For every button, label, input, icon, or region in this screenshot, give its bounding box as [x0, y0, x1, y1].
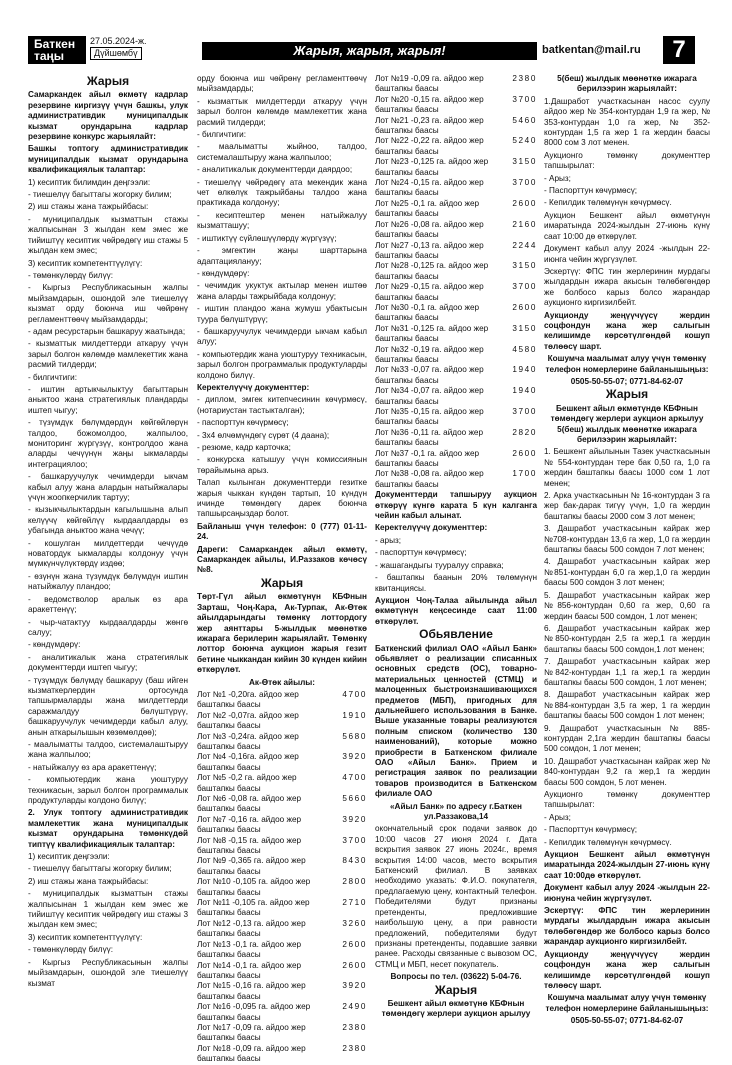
lot-row — [197, 961, 367, 971]
lot-row — [197, 981, 367, 991]
lot-sublabel: баштапкы баасы — [375, 396, 439, 406]
lot-row — [197, 794, 367, 804]
lot-sublabel: баштапкы баасы — [375, 188, 439, 198]
col3-lots — [375, 74, 537, 490]
list-item: - түзүмдүк бөлүмдөрдүн көйгөйлөрүн талдоо, божомолдоо, жалпылоо, мониторинг жүргүзүү, контролдоо жана аларды чечүүнүн жаңы ыкмаларды интеграциялоо; — [28, 418, 188, 469]
lot-price: 3260 — [342, 918, 367, 928]
lot-row — [197, 919, 367, 929]
lot-sublabel: баштапкы баасы — [375, 438, 439, 448]
list-item: - Кепилдик төлөмүнүн көчүрмөсү. — [544, 198, 672, 208]
list-item: - резюме, кадр карточка; — [197, 443, 291, 452]
lot-label: Лот №5 -0,2 га. айдоо жер — [197, 773, 297, 783]
col1-sec2-list — [28, 852, 188, 989]
lot-sublabel: баштапкы баасы — [375, 479, 439, 489]
list-item: - Кыргыз Республикасынын жалпы мыйзамдарын, ошондой эле тиешелүү кызмат орду боюнча иш чөйрөнү регламенттөөчү мыйзамдарды; — [28, 283, 188, 324]
col4-p4: Документ кабыл алуу 2024 -жылдын 22-июнга чейин жүргүзүлөт. — [544, 244, 710, 264]
list-item: - билгичтиги: — [28, 372, 78, 382]
list-item: 2) иш стажы жана тажрыйбасы: — [28, 202, 149, 212]
lot-row — [375, 136, 537, 146]
col3-place: Аукцион Чоң-Талаа айылында айыл өкмөтүнүн кеңсесинде саат 11:00 өткөрүлөт. — [375, 595, 537, 626]
list-item: - чечимдик укуктук актылар менен иштөө жана аларды тажрыйбада колдонуу; — [197, 281, 367, 301]
col2-address: Дареги: Самаркандек айыл өкмөтү, Самаркандек айылы, И.Раззаков көчөсү №8. — [197, 544, 367, 575]
lot-row — [375, 74, 537, 84]
col4-intro2: Бешкент айыл өкмөтүндө КБФнын төмөндөгү жерлери аукцион аркылуу 5(беш) жылдык мөөнөткө ижарага берилээрин жарыялайт: — [550, 403, 704, 444]
col3-heading3: Жарыя — [434, 982, 478, 997]
col2-items — [197, 74, 367, 381]
lot-label: Лот №1 -0,20га. айдоо жер — [197, 689, 299, 699]
lot-sublabel: баштапкы баасы — [197, 783, 261, 793]
lot-price: 2380 — [342, 1043, 367, 1053]
col4-heading: Жарыя — [605, 387, 649, 402]
lot-price: 2490 — [342, 1002, 367, 1012]
list-item: - адам ресурстарын башкаруу жаатында; — [28, 326, 186, 336]
lot-sublabel: баштапкы баасы — [375, 146, 439, 156]
lot-label: Лот №9 -0,365 га. айдоо жер — [197, 856, 306, 866]
lot-price: 3700 — [512, 407, 537, 416]
lot-price: 5680 — [342, 731, 367, 741]
list-item: - иштиктүү сүйлөшүүлөрдү жүргүзүү; — [197, 233, 337, 243]
lot-price: 2600 — [342, 939, 367, 949]
col2-deadline: Талап кылынган документтерди гезитке жарыя чыккан күндөн тартып, 10 күндүн ичинде төмөндөгү дарек боюнча тапшырсаңыздар болот. — [197, 478, 367, 519]
lot-label: Лот №17 -0,09 га. айдоо жер — [197, 1022, 306, 1032]
list-item: - арыз; — [375, 535, 402, 545]
lot-label: Лот №8 -0,15 га. айдоо жер — [197, 835, 302, 845]
list-item: - Кыргыз Республикасынын жалпы мыйзамдарын, ошондой эле тиешелүү кызмат — [28, 957, 188, 988]
lot-label: Лот №32 -0,19 га. айдоо жер — [375, 344, 484, 354]
lot-price: 2600 — [512, 448, 537, 458]
list-item: - башкаруучулук чечимдерди ыкчам кабыл алуу жана алардын натыйжалары үчүн жоопкерчилик тартуу; — [28, 472, 188, 503]
lot-row — [197, 773, 367, 783]
list-item: 6. Дашработ участкасынын кайрак жер №850-контурдан 2,5 га жер,1 га жердин баштапкы баасы 500 сомдон,1 лот менен; — [544, 623, 710, 654]
lot-sublabel: баштапкы баасы — [197, 825, 261, 835]
list-item: 2) иш стажы жана тажрыйбасы: — [28, 876, 149, 886]
lot-row — [375, 282, 537, 292]
list-item: - төмөнкүлөрдү билүү: — [28, 945, 114, 955]
lot-price: 3920 — [342, 752, 367, 762]
lot-row — [375, 324, 537, 334]
lot-sublabel: баштапкы баасы — [375, 126, 439, 136]
col2-subhead: Ак-Өтөк айылы: — [249, 677, 315, 687]
lot-price: 5460 — [512, 115, 537, 125]
lot-price: 2244 — [512, 240, 537, 250]
lot-label: Лот №3 -0,24га. айдоо жер — [197, 731, 299, 741]
lot-sublabel: баштапкы баасы — [375, 105, 439, 115]
col3-ru-phone: Вопросы по тел. (03622) 5-04-76. — [390, 972, 522, 982]
column-1 — [28, 74, 188, 1018]
lot-label: Лот №14 -0,1 га. айдоо жер — [197, 960, 302, 970]
logo-line1: Баткен — [34, 37, 76, 51]
col4-p7-items — [544, 813, 710, 848]
col2-phone: Байланыш үчүн телефон: 0 (777) 01-11-24. — [197, 521, 367, 542]
col1-sec2-title: 2. Улук топтогу административдик мамлекеттик жана муниципалдык кызмат орундарына төмөнкүдөй типтүү квалификациялык талаптар: — [28, 808, 188, 849]
list-item: - кызыкчылыктардын кагылышына алып келүүчү көйгөйлүү кырдаалдарды өз убагында аныктоо жана чечүү; — [28, 505, 188, 536]
col2-docs — [197, 395, 367, 476]
list-item: 1) кесиптик деңгээли: — [28, 852, 110, 862]
list-item: - конкурска катышуу үчүн комиссиянын төрайымына арыз. — [197, 455, 367, 475]
lot-label: Лот №4 -0,16га. айдоо жер — [197, 752, 299, 762]
lot-label: Лот №20 -0,15 га. айдоо жер — [375, 94, 484, 104]
lot-label: Лот №11 -0,105 га. айдоо жер — [197, 898, 310, 908]
list-item: - кызматтык милдеттерди аткаруу үчүн зарыл болгон көлөмдө мамлекеттик жана расмий тилдерди; — [28, 339, 188, 370]
lot-price: 2380 — [512, 74, 537, 83]
list-item: - диплом, эмгек китепчесинин көчүрмөсү, (нотариустан тастыкталган); — [197, 395, 367, 415]
list-item: - иштин пландоо жана жумуш убактысын туура бөлүштүрүү; — [197, 304, 367, 324]
col3-ru-text: окончательный срок подачи заявок до 10:00 часов 27 июня 2024 г. Дата вскрытия заявок 27 июнь 2024г., время вскрытия 14:00 часов, место вскрытия Баткенский филиал. В заявках необходимо указать: Ф.И.О. покупателя, предлагаемую цену, контактный телефон. Победителями будут признаны претенденты, предложившие наибольшую цену, а при равности предложений, победителями будут признаны претенденты, подавшие заявки ранее. Расходы связанные с вывозом ОС, СТМЦ и МБП, несет покупатель. — [375, 824, 537, 969]
lot-price: 3150 — [512, 261, 537, 271]
lot-row — [375, 199, 537, 209]
list-item: 3) кесиптик компетенттүүлүгү: — [28, 258, 143, 268]
lot-label: Лот №21 -0,23 га. айдоо жер — [375, 115, 484, 125]
lot-sublabel: баштапкы баасы — [197, 866, 261, 876]
lot-row — [375, 241, 537, 251]
list-item: 7. Дашработ участкасынын кайрак жер №842-контурдан 1,1 га жер,1 га жердин баштапкы баасы 500 сомдон, 1 лот менен; — [544, 657, 710, 687]
lot-sublabel: баштапкы баасы — [375, 209, 439, 219]
lot-label: Лот №24 -0,15 га. айдоо жер — [375, 178, 484, 188]
lot-row — [375, 303, 537, 313]
list-item: 9. Дашработ участкасынын № 885-контурдан 2,1га жердин баштапкы баасы 500 сомдон, 1 лот менен; — [544, 723, 710, 754]
lot-row — [197, 732, 367, 742]
lot-sublabel: баштапкы баасы — [197, 846, 261, 856]
lot-row — [197, 877, 367, 887]
lot-price: 2600 — [342, 960, 367, 970]
lot-label: Лот №6 -0,08 га. айдоо жер — [197, 794, 302, 803]
lot-sublabel: баштапкы баасы — [375, 459, 439, 469]
lot-label: Лот №28 -0,125 га. айдоо жер — [375, 261, 489, 271]
lot-price: 1700 — [512, 469, 537, 479]
col4-p11: Аукционду жеңүүчүүсү жердин соцфондун жана жер салыгын келишимде көрсөтүлгөндөй кошуп төлөөсү шарт. — [544, 949, 710, 990]
lot-label: Лот №30 -0,1 га. айдоо жер — [375, 302, 480, 312]
lot-price: 2160 — [512, 219, 537, 229]
list-item: - маалыматты талдоо, системалаштыруу жана жалпылоо; — [28, 739, 188, 760]
lot-row — [197, 752, 367, 762]
lot-sublabel: баштапкы баасы — [375, 250, 439, 260]
lot-row — [375, 157, 537, 167]
lot-row — [197, 940, 367, 950]
list-item: - эмгектин жаңы шарттарына адаптациялануу; — [197, 246, 367, 266]
list-item: - иштин артыкчылыктуу багыттарын аныктоо жана стратегиялык пландарды иштеп чыгуу; — [28, 384, 188, 415]
lot-sublabel: баштапкы баасы — [375, 271, 439, 281]
lot-price: 3700 — [512, 94, 537, 104]
list-item: - баштапкы баанын 20% төлөмүнүн квитанциясы. — [375, 573, 537, 593]
lot-price: 4700 — [342, 689, 367, 699]
col2-auction-intro: Төрт-Гүл айыл өкмөтүнүн КБФнын Зарташ, Чоң-Кара, Ак-Турпак, Ак-Өтөк айылдарындагы төмөнкү лоттордогу жер аянттары 5-жылдык мөөнөткө ижарага берилерин жарыялайт. Төмөнкү лоттор боюнча аукцион жарыя гезит бетине чыккандан кийин 30 күнден кийин өткөрүлөт. — [197, 592, 367, 675]
lot-sublabel: баштапкы баасы — [197, 929, 261, 939]
lot-row — [375, 449, 537, 459]
list-item: 2. Арка участкасынын № 16-контурдан 3 га жер бак-дарак тигүү үчүн, 1,0 га жердин баштапкы баасы 2000 сом 3 лот менен; — [544, 491, 710, 521]
lot-row — [375, 345, 537, 355]
lot-price: 8430 — [342, 856, 367, 866]
list-item: - муниципалдык кызматтын стажы жалпысынан 3 жылдан кем эмес же тийиштүү кесиптик чөйрөдөгү иш стажы 5 жылдан кем эмес; — [28, 214, 188, 256]
list-item: 4. Дашработ участкасынын кайрак жер №851-контурдан 6,0 га жер,1,0 га жердин баасы 500 сомдон 3 лот менен; — [544, 557, 710, 588]
section-banner: Жарыя, жарыя, жарыя! — [202, 42, 537, 60]
list-item: 10. Дашработ участкасынан кайрак жер № 840-контурдан 9,2 га жер,1 га жердин баасы 500 сомдон, 5 лот менен. — [544, 756, 710, 787]
list-item: - башкаруучулук чечимдерди ыкчам кабыл алуу; — [197, 326, 367, 347]
lot-price: 2600 — [512, 198, 537, 208]
col4-p9: Документ кабыл алуу 2024 -жылдын 22-июнуна чейин жүргүзүлөт. — [544, 883, 710, 903]
lot-row — [375, 386, 537, 396]
lot-price: 1940 — [512, 386, 537, 396]
col4-p6: Аукционду жеңүүчүүсү жердин соцфондун жана жер салыгын келишимде көрсөтүлгөндөй кошуп төлөөсү шарт. — [544, 310, 710, 351]
list-item: - тиешелүү багыттагы жогорку билим; — [28, 190, 172, 200]
lot-price: 5660 — [342, 794, 367, 803]
email-address: batkentan@mail.ru — [542, 44, 641, 56]
list-item: - Паспорттун көчүрмөсү; — [544, 825, 638, 835]
lot-sublabel: баштапкы баасы — [375, 84, 439, 94]
lot-price: 3920 — [342, 814, 367, 824]
lot-row — [375, 407, 537, 417]
lot-sublabel: баштапкы баасы — [197, 741, 261, 751]
lot-row — [375, 469, 537, 479]
lot-sublabel: баштапкы баасы — [197, 908, 261, 918]
lot-sublabel: баштапкы баасы — [197, 1033, 261, 1043]
list-item: 5. Дашработ участкасынын кайрак жер №856-контурдан 0,60 га жер, 0,60 га жердин баасы 500 сомдон, 1 лот менен; — [544, 590, 710, 621]
list-item: - муниципалдык кызматтын стажы жалпысынан 1 жылдан кем эмес же тийиштүү кесиптик чөйрөдөгү иш стажы 3 жылдан кем эмес; — [28, 889, 188, 930]
page-header — [22, 30, 710, 70]
col4-p7: Аукционго төмөнкү документтер тапшырылат: — [544, 790, 710, 810]
lot-sublabel: баштапкы баасы — [375, 292, 439, 302]
list-item: - паспорттун көчүрмөсү; — [375, 548, 467, 558]
lot-label: Лот №23 -0,125 га. айдоо жер — [375, 157, 489, 167]
lot-row — [197, 898, 367, 908]
list-item: - төмөнкүлөрдү билүү: — [28, 270, 114, 280]
list-item: - ведомстволор аралык өз ара аракеттенүү; — [28, 594, 188, 615]
list-item: - жашагандыгы тууралуу справка; — [375, 560, 504, 570]
list-item: - маалыматты жыйноо, талдоо, системалаштыруу жана жалпылоо; — [197, 142, 367, 162]
lot-label: Лот №31 -0,125 га. айдоо жер — [375, 323, 489, 333]
lot-row — [375, 95, 537, 105]
issue-date — [90, 36, 147, 60]
lot-price: 2380 — [342, 1022, 367, 1032]
lot-sublabel: баштапкы баасы — [375, 230, 439, 240]
lot-row — [375, 428, 537, 438]
lot-row — [375, 178, 537, 188]
col4-p10: Эскертүү: ФПС тин жерлеринин мурдагы жылдардын ижара акысын төлөбөгөндөр же болбосо карыз болсо жарандар аукционго киргизилбейт. — [544, 906, 710, 947]
list-item: - аналитикалык жана стратегиялык документтерди иштеп чыгуу; — [28, 652, 188, 673]
col3-ru-addr: «Айыл Банк» по адресу г.Баткен ул.Раззакова,14 — [390, 801, 522, 822]
newspaper-logo — [28, 36, 86, 64]
lot-label: Лот №27 -0,13 га. айдоо жер — [375, 240, 484, 250]
list-item: - Кепилдик төлөмүнүн көчүрмөсү. — [544, 837, 672, 847]
list-item: - билгичтиги: — [197, 130, 247, 140]
list-item: - компьютердик жана уюштуруу техникасын, зарыл болгон программалык продуктуларды колдоно билүү; — [28, 775, 188, 805]
lot-label: Лот №35 -0,15 га. айдоо жер — [375, 407, 484, 416]
col2-lots — [197, 690, 367, 1065]
list-item: - көндүмдөрү: — [197, 268, 250, 278]
lot-label: Лот №29 -0,15 га. айдоо жер — [375, 282, 484, 292]
col4-p2: Аукционго төмөнкү документтер тапшырылат: — [544, 150, 710, 171]
lot-row — [375, 365, 537, 375]
list-item: - көндүмдөрү: — [28, 640, 81, 650]
lot-label: Лот №19 -0,09 га. айдоо жер — [375, 74, 484, 83]
list-item: - чыр-чатактуу кырдаалдарды жөнгө салуу; — [28, 617, 188, 637]
lot-row — [197, 690, 367, 700]
lot-row — [197, 711, 367, 721]
col4-contact: Кошумча маалымат алуу үчүн төмөнкү телефон номерлерине байланышыңыз: — [545, 354, 709, 374]
lot-label: Лот №10 -0,105 га. айдоо жер — [197, 877, 311, 887]
col3-heading-ru: Обьявление — [419, 627, 493, 642]
lot-sublabel: баштапкы баасы — [197, 970, 261, 980]
page-number: 7 — [663, 36, 695, 64]
lot-label: Лот №25 -0,1 га. айдоо жер — [375, 198, 480, 208]
lot-label: Лот №36 -0,11 га. айдоо жер — [375, 427, 484, 437]
lot-price: 4700 — [342, 773, 367, 783]
list-item: - өзүнүн жана түзүмдүк бөлүмдүн иштин натыйжалуу пландоо; — [28, 571, 188, 592]
lot-price: 1910 — [342, 710, 367, 720]
lot-sublabel: баштапкы баасы — [197, 700, 261, 710]
lot-label: Лот №18 -0,09 га. айдоо жер — [197, 1043, 306, 1053]
lot-row — [197, 1002, 367, 1012]
lot-price: 2820 — [512, 427, 537, 437]
lot-price: 3150 — [512, 323, 537, 333]
list-item: - кызматтык милдеттерди аткаруу үчүн зарыл болгон көлөмдө мамлекеттик жана расмий тилдерди; — [197, 96, 367, 127]
col2-docs-title: Керектелүүчү документтер: — [197, 382, 310, 392]
col2-heading2: Жарыя — [260, 575, 304, 590]
newspaper-page — [22, 30, 710, 1064]
list-item: 8. Дашработ участкасынын кайрак жер №884-контурдан 3,5 га жер, 1 га жердин баштапкы баасы 500 сомдон 1 лот менен; — [544, 690, 710, 721]
lot-sublabel: баштапкы баасы — [375, 354, 439, 364]
weekday-text: Дүйшөмбү — [90, 47, 142, 60]
lot-sublabel: баштапкы баасы — [197, 804, 261, 814]
list-item: - тиешелүү багыттагы жогорку билим; — [28, 864, 172, 874]
list-item: 3) кесиптик компетенттүүлүгү: — [28, 932, 143, 942]
list-item: - натыйжалуу өз ара аракеттенүү; — [28, 762, 157, 772]
lot-row — [375, 220, 537, 230]
col4-phones2: 0505-50-55-07; 0771-84-62-07 — [570, 1016, 684, 1026]
lot-label: Лот №2 -0,07га. айдоо жер — [197, 710, 299, 720]
lot-row — [197, 1044, 367, 1054]
lot-sublabel: баштапкы баасы — [197, 887, 261, 897]
lot-sublabel: баштапкы баасы — [375, 313, 439, 323]
lot-sublabel: баштапкы баасы — [197, 762, 261, 772]
lot-price: 3700 — [512, 178, 537, 188]
lot-price: 2800 — [342, 877, 367, 887]
logo-line2: таңы — [34, 49, 65, 63]
list-item: - кошулган милдеттерди чечүүдө новатордук ыкмаларды колдонуу үчүн мүмкүнчүлүктөрдү издөө; — [28, 538, 188, 569]
col3-docs — [375, 536, 537, 594]
lot-sublabel: баштапкы баасы — [375, 334, 439, 344]
lot-label: Лот №33 -0,07 га. айдоо жер — [375, 365, 484, 375]
lot-sublabel: баштапкы баасы — [197, 991, 261, 1001]
lot-price: 4580 — [512, 344, 537, 354]
col4-p3: Аукцион Бешкент айыл өкмөтүнүн имаратында 2024-жылдын 27-июнь күнү саат 10:00 дө өткөрүлөт. — [544, 210, 710, 241]
lot-row — [197, 856, 367, 866]
col4-list — [544, 447, 710, 788]
lot-price: 2710 — [342, 898, 367, 908]
col4-phones: 0505-50-55-07; 0771-84-62-07 — [570, 376, 684, 386]
col3-ru-bold: Баткенский филиал ОАО «Айыл Банк» обьявляет о реализации списанных основных средств (ОС), товарно-материальных ценностей (СТМЦ) и малоценных быстроизнашивающихся предметов (МБП), пригодных для дальнейшего использования в Банке. Выше указанные товары реализуются полным списком (количество 130 наименований), которые можно приобрести в Баткенском филиале ОАО «Айыл Банк». Прием и регистрация заявок по реализации товаров производится в Баткенском филиале ОАО — [375, 643, 537, 799]
list-item: орду боюнча иш чөйрөнү регламенттөөчү мыйзамдарды; — [197, 74, 367, 94]
col4-p5: Эскертүү: ФПС тин жерлеринин мурдагы жылдардын ижара акысын төлөбөгөндөр же болбосо карыз болсо жарандар аукционго киргизилбейт. — [544, 266, 710, 308]
list-item: - тиешелүү чөйрөдөгү ата мекендик жана чет өлкөлүк тажрыйбаны талдоо жана практикада колдонуу; — [197, 177, 367, 208]
list-item: - аналитикалык документтерди даярдоо; — [197, 165, 353, 175]
lot-sublabel: баштапкы баасы — [197, 721, 261, 731]
col1-intro: Самаркандек айыл өкмөтү кадрлар резервине киргизүү үчүн башкы, улук административдик муниципалдык кызмат орундарына кадрлар резервине конкурс жарыялайт: — [28, 90, 188, 142]
lot-label: Лот №16 -0,095 га. айдоо жер — [197, 1002, 311, 1012]
lot-label: Лот №15 -0,16 га. айдоо жер — [197, 981, 306, 991]
list-item: - Паспорттун көчүрмөсү; — [544, 186, 638, 196]
col3-tail: Бешкент айыл өкмөтүнө КБФнын төмөндөгү жерлери аукцион арылуу — [381, 998, 531, 1019]
col4-top: 5(беш) жылдык мөөнөткө ижарага берилээрин жарыялайт: — [557, 74, 697, 94]
list-item: - паспорттун көчүрмөсү; — [197, 418, 289, 428]
column-2 — [197, 74, 367, 1064]
column-3 — [375, 74, 537, 1018]
list-item: - кесиптештер менен натыйжалуу кызматташуу; — [197, 210, 367, 231]
lot-price: 5240 — [512, 136, 537, 146]
lot-label: Лот №38 -0,08 га. айдоо жер — [375, 469, 484, 479]
lot-sublabel: баштапкы баасы — [375, 417, 439, 427]
list-item: - Арыз; — [544, 812, 571, 822]
column1-heading: Жарыя — [86, 74, 130, 88]
list-item: - компьютердик жана уюштуруу техникасын, зарыл болгон программалык продуктуларды колдоно билүү. — [197, 349, 367, 380]
lot-row — [375, 261, 537, 271]
list-item: 1) кесиптик билимдин деңгээли: — [28, 177, 151, 187]
lot-price: 3700 — [342, 835, 367, 845]
lot-price: 3150 — [512, 157, 537, 167]
lot-row — [197, 836, 367, 846]
lot-label: Лот №34 -0,07 га. айдоо жер — [375, 386, 484, 396]
lot-price: 1940 — [512, 365, 537, 375]
list-item: 1. Бешкент айылынын Тазек участкасынын № 554-контурдан тере бак 0,50 га, 1,0 га жердин баштапкы баасы 1000 сом 1 лот менен; — [544, 447, 710, 488]
column-4 — [544, 74, 710, 1026]
lot-price: 3920 — [342, 981, 367, 991]
col4-p1: 1.Дашработ участкасынан насос суулу айдоо жер № 354-контурдан 1,9 га жер, № 353-контурдан 1,0 га жер, № 352-контурдан 1,5 га жер 1 га жердин баасы 8000 сом 3 лот менен. — [544, 96, 710, 148]
lot-row — [197, 815, 367, 825]
lot-row — [197, 1023, 367, 1033]
col3-docs-note: Документтерди тапшыруу аукцион өткөрүү күнгө карата 5 күн калганга чейин кабыл алынат. — [375, 490, 537, 521]
lot-row — [375, 116, 537, 126]
col4-p8: Аукцион Бешкент айыл өкмөтүнүн имаратында 2024-жылдын 27-июнь күнү саат 10:00дө өткөрүлөт. — [544, 850, 710, 880]
lot-label: Лот №7 -0,16 га. айдоо жер — [197, 814, 302, 824]
lot-label: Лот №37 -0,1 га. айдоо жер — [375, 448, 480, 458]
lot-sublabel: баштапкы баасы — [375, 375, 439, 385]
col4-p2-items — [544, 174, 710, 209]
lot-sublabel: баштапкы баасы — [197, 1012, 261, 1022]
col1-sec1-title: Башкы топтогу административдик муниципалдык кызмат орундарына квалификациялык талаптар: — [28, 144, 188, 175]
lot-label: Лот №12 -0,13 га. айдоо жер — [197, 918, 306, 928]
lot-sublabel: баштапкы баасы — [197, 950, 261, 960]
lot-price: 3700 — [512, 282, 537, 292]
lot-sublabel: баштапкы баасы — [197, 1054, 261, 1064]
list-item: - Арыз; — [544, 173, 571, 183]
col1-sec1-list — [28, 178, 188, 807]
list-item: - түзүмдүк бөлүмдү башкаруу (баш ийген кызматкерлердин ортосунда тапшырмаларды жана милдеттерди саражмалдуу бөлүштүрүү, башкаруучулук чечимдерди кабыл алуу, анын аткарылышын көзөмөлдөө); — [28, 675, 188, 737]
list-item: 3. Дашработ участкасынын кайрак жер №708-контурдан 13,6 га жер, 1,0 га жердин баштапкы баасы 500 сомдон 7 лот менен; — [544, 524, 710, 555]
list-item: - 3х4 өлчөмүндөгү сүрөт (4 даана); — [197, 430, 330, 440]
lot-sublabel: баштапкы баасы — [375, 167, 439, 177]
col3-docs-title: Керектелүүчү документтер: — [375, 523, 488, 533]
col4-contact2: Кошумча маалымат алуу үчүн төмөнкү телефон номерлерине байланышыңыз: — [545, 993, 709, 1013]
lot-label: Лот №13 -0,1 га. айдоо жер — [197, 939, 302, 949]
lot-label: Лот №22 -0,22 га. айдоо жер — [375, 136, 484, 146]
date-text: 27.05.2024-ж. — [90, 36, 147, 46]
lot-price: 2600 — [512, 302, 537, 312]
lot-label: Лот №26 -0,08 га. айдоо жер — [375, 219, 484, 229]
